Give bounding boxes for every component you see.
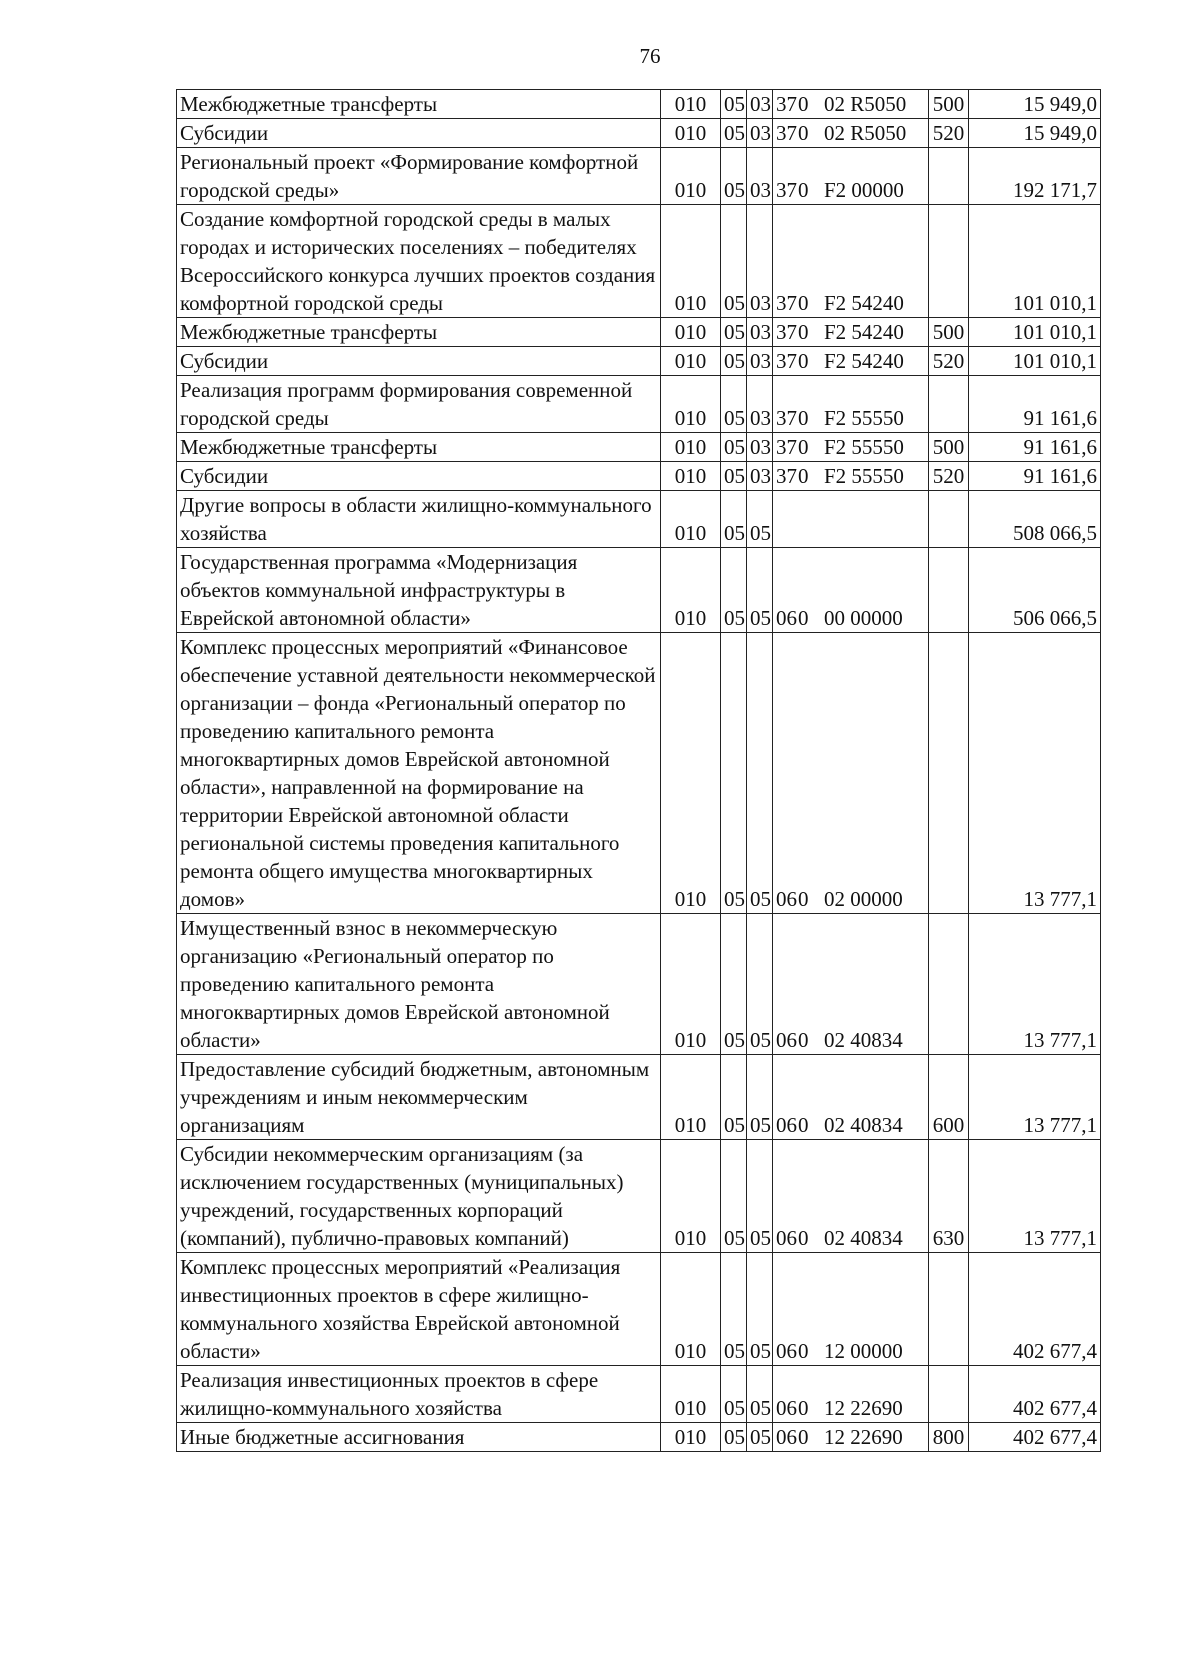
- row-grbs-cell: 010: [661, 914, 721, 1055]
- table-row: [177, 148, 1101, 205]
- row-grbs-cell: 010: [661, 1423, 721, 1452]
- csr-part-2: 0: [798, 1339, 809, 1363]
- row-vr-cell: [929, 205, 969, 318]
- table-row: [177, 491, 1101, 548]
- table-row: [177, 318, 1101, 347]
- row-vr-cell: [929, 491, 969, 548]
- row-rz-cell: 05: [721, 548, 747, 633]
- row-amount-cell: 13 777,1: [969, 1055, 1101, 1140]
- row-rz-cell: 05: [721, 1055, 747, 1140]
- csr-part-2: 0: [798, 178, 809, 202]
- row-name-cell: Реализация инвестиционных проектов в сфере жилищно-коммунального хозяйства: [177, 1366, 661, 1423]
- row-vr-cell: 500: [929, 433, 969, 462]
- table-row: [177, 1055, 1101, 1140]
- row-name-cell: Государственная программа «Модернизация объектов коммунальной инфраструктуры в Еврейской автономной области»: [177, 548, 661, 633]
- row-vr-cell: [929, 148, 969, 205]
- row-name-cell: Имущественный взнос в некоммерческую организацию «Региональный оператор по проведению капитального ремонта многоквартирных домов Еврейской автономной области»: [177, 914, 661, 1055]
- row-grbs-cell: 010: [661, 376, 721, 433]
- row-grbs-cell: 010: [661, 491, 721, 548]
- row-grbs-cell: 010: [661, 90, 721, 119]
- row-name-cell: Субсидии: [177, 347, 661, 376]
- row-vr-cell: [929, 914, 969, 1055]
- csr-part-3: F2 54240: [824, 320, 904, 344]
- row-vr-cell: 520: [929, 119, 969, 148]
- csr-part-2: 0: [798, 121, 809, 145]
- row-grbs-cell: 010: [661, 347, 721, 376]
- csr-part-2: 0: [798, 92, 809, 116]
- row-csr-cell: [773, 1055, 929, 1140]
- row-amount-cell: 15 949,0: [969, 119, 1101, 148]
- row-rz-cell: 05: [721, 914, 747, 1055]
- csr-part-1: 37: [776, 320, 797, 344]
- csr-part-1: 37: [776, 349, 797, 373]
- row-csr-cell: [773, 548, 929, 633]
- row-grbs-cell: 010: [661, 548, 721, 633]
- csr-part-2: 0: [798, 464, 809, 488]
- row-name-cell: Другие вопросы в области жилищно-коммунального хозяйства: [177, 491, 661, 548]
- csr-part-3: F2 54240: [824, 291, 904, 315]
- row-rz-cell: 05: [721, 90, 747, 119]
- table-row: [177, 205, 1101, 318]
- row-rz-cell: 05: [721, 347, 747, 376]
- row-pr-cell: 03: [747, 148, 773, 205]
- row-csr-cell: [773, 1366, 929, 1423]
- csr-part-3: F2 00000: [824, 178, 904, 202]
- row-name-cell: Субсидии: [177, 462, 661, 491]
- row-amount-cell: 91 161,6: [969, 433, 1101, 462]
- row-grbs-cell: 010: [661, 1055, 721, 1140]
- row-name-cell: Субсидии некоммерческим организациям (за исключением государственных (муниципальных) учреждений, государственных корпораций (компаний), публично-правовых компаний): [177, 1140, 661, 1253]
- row-name-cell: Комплекс процессных мероприятий «Реализация инвестиционных проектов в сфере жилищно-коммунального хозяйства Еврейской автономной области»: [177, 1253, 661, 1366]
- row-name-cell: Реализация программ формирования современной городской среды: [177, 376, 661, 433]
- csr-part-3: 02 40834: [824, 1226, 903, 1250]
- row-name-cell: Субсидии: [177, 119, 661, 148]
- page-number: 76: [639, 44, 661, 68]
- row-rz-cell: 05: [721, 1140, 747, 1253]
- row-vr-cell: [929, 548, 969, 633]
- budget-table: [176, 89, 1101, 1452]
- row-grbs-cell: 010: [661, 119, 721, 148]
- row-pr-cell: 05: [747, 914, 773, 1055]
- table-row: [177, 1140, 1101, 1253]
- csr-part-3: F2 55550: [824, 406, 904, 430]
- row-name-cell: Создание комфортной городской среды в малых городах и исторических поселениях – победителях Всероссийского конкурса лучших проектов создания комфортной городской среды: [177, 205, 661, 318]
- csr-part-1: 37: [776, 464, 797, 488]
- csr-part-2: 0: [798, 1396, 809, 1420]
- csr-part-1: 06: [776, 887, 797, 911]
- row-vr-cell: [929, 633, 969, 914]
- row-csr-cell: [773, 914, 929, 1055]
- row-pr-cell: 03: [747, 462, 773, 491]
- row-csr-cell: [773, 433, 929, 462]
- table-row: [177, 433, 1101, 462]
- csr-part-2: 0: [798, 291, 809, 315]
- csr-part-1: 06: [776, 606, 797, 630]
- csr-part-1: 06: [776, 1113, 797, 1137]
- row-csr-cell: [773, 1423, 929, 1452]
- row-csr-cell: [773, 1140, 929, 1253]
- csr-part-3: F2 55550: [824, 435, 904, 459]
- row-pr-cell: 03: [747, 433, 773, 462]
- row-csr-cell: [773, 90, 929, 119]
- row-pr-cell: 03: [747, 90, 773, 119]
- table-row: [177, 914, 1101, 1055]
- row-rz-cell: 05: [721, 462, 747, 491]
- row-pr-cell: 05: [747, 1055, 773, 1140]
- row-pr-cell: 03: [747, 205, 773, 318]
- csr-part-1: 06: [776, 1028, 797, 1052]
- row-pr-cell: 03: [747, 347, 773, 376]
- row-amount-cell: 192 171,7: [969, 148, 1101, 205]
- table-row: [177, 119, 1101, 148]
- csr-part-2: 0: [798, 320, 809, 344]
- row-pr-cell: 03: [747, 119, 773, 148]
- row-amount-cell: 13 777,1: [969, 633, 1101, 914]
- row-rz-cell: 05: [721, 1423, 747, 1452]
- row-name-cell: Межбюджетные трансферты: [177, 318, 661, 347]
- csr-part-1: 37: [776, 406, 797, 430]
- csr-part-1: 37: [776, 291, 797, 315]
- row-pr-cell: 05: [747, 1423, 773, 1452]
- csr-part-2: 0: [798, 1226, 809, 1250]
- row-csr-cell: [773, 1253, 929, 1366]
- row-grbs-cell: 010: [661, 433, 721, 462]
- row-csr-cell: [773, 318, 929, 347]
- csr-part-3: F2 54240: [824, 349, 904, 373]
- row-amount-cell: 402 677,4: [969, 1423, 1101, 1452]
- row-name-cell: Иные бюджетные ассигнования: [177, 1423, 661, 1452]
- row-rz-cell: 05: [721, 491, 747, 548]
- row-amount-cell: 101 010,1: [969, 205, 1101, 318]
- row-pr-cell: 05: [747, 491, 773, 548]
- row-csr-cell: [773, 119, 929, 148]
- row-name-cell: Межбюджетные трансферты: [177, 433, 661, 462]
- row-name-cell: Межбюджетные трансферты: [177, 90, 661, 119]
- row-amount-cell: 506 066,5: [969, 548, 1101, 633]
- row-rz-cell: 05: [721, 376, 747, 433]
- table-body: [177, 90, 1101, 1452]
- row-grbs-cell: 010: [661, 205, 721, 318]
- row-grbs-cell: 010: [661, 318, 721, 347]
- csr-part-1: 37: [776, 435, 797, 459]
- row-csr-cell: [773, 347, 929, 376]
- table-row: [177, 548, 1101, 633]
- csr-part-1: 06: [776, 1226, 797, 1250]
- row-name-cell: Региональный проект «Формирование комфортной городской среды»: [177, 148, 661, 205]
- row-csr-cell: [773, 148, 929, 205]
- csr-part-3: F2 55550: [824, 464, 904, 488]
- csr-part-1: 06: [776, 1396, 797, 1420]
- csr-part-3: 12 22690: [824, 1396, 903, 1420]
- row-csr-cell: [773, 376, 929, 433]
- row-amount-cell: 91 161,6: [969, 462, 1101, 491]
- table-row: [177, 376, 1101, 433]
- row-rz-cell: 05: [721, 633, 747, 914]
- table-row: [177, 90, 1101, 119]
- csr-part-2: 0: [798, 1113, 809, 1137]
- row-grbs-cell: 010: [661, 1140, 721, 1253]
- table-row: [177, 1366, 1101, 1423]
- row-vr-cell: [929, 1253, 969, 1366]
- row-pr-cell: 03: [747, 376, 773, 433]
- row-csr-cell: [773, 205, 929, 318]
- row-amount-cell: 15 949,0: [969, 90, 1101, 119]
- csr-part-1: 37: [776, 178, 797, 202]
- row-vr-cell: 600: [929, 1055, 969, 1140]
- row-pr-cell: 05: [747, 548, 773, 633]
- row-pr-cell: 05: [747, 1253, 773, 1366]
- row-pr-cell: 03: [747, 318, 773, 347]
- row-vr-cell: 630: [929, 1140, 969, 1253]
- csr-part-3: 02 40834: [824, 1113, 903, 1137]
- row-grbs-cell: 010: [661, 462, 721, 491]
- row-amount-cell: 91 161,6: [969, 376, 1101, 433]
- row-rz-cell: 05: [721, 148, 747, 205]
- row-amount-cell: 101 010,1: [969, 318, 1101, 347]
- csr-part-2: 0: [798, 435, 809, 459]
- row-pr-cell: 05: [747, 1366, 773, 1423]
- csr-part-2: 0: [798, 1425, 809, 1449]
- csr-part-1: 37: [776, 121, 797, 145]
- row-pr-cell: 05: [747, 633, 773, 914]
- table-row: [177, 1253, 1101, 1366]
- csr-part-2: 0: [798, 349, 809, 373]
- csr-part-1: 06: [776, 1339, 797, 1363]
- csr-part-3: 12 00000: [824, 1339, 903, 1363]
- csr-part-3: 02 00000: [824, 887, 903, 911]
- row-grbs-cell: 010: [661, 633, 721, 914]
- row-name-cell: Предоставление субсидий бюджетным, автономным учреждениям и иным некоммерческим организациям: [177, 1055, 661, 1140]
- csr-part-3: 00 00000: [824, 606, 903, 630]
- row-rz-cell: 05: [721, 1366, 747, 1423]
- row-grbs-cell: 010: [661, 148, 721, 205]
- row-amount-cell: 402 677,4: [969, 1366, 1101, 1423]
- csr-part-3: 12 22690: [824, 1425, 903, 1449]
- row-vr-cell: 520: [929, 462, 969, 491]
- row-rz-cell: 05: [721, 205, 747, 318]
- table-row: [177, 462, 1101, 491]
- row-pr-cell: 05: [747, 1140, 773, 1253]
- row-amount-cell: 101 010,1: [969, 347, 1101, 376]
- row-rz-cell: 05: [721, 1253, 747, 1366]
- row-rz-cell: 05: [721, 433, 747, 462]
- row-rz-cell: 05: [721, 318, 747, 347]
- row-name-cell: Комплекс процессных мероприятий «Финансовое обеспечение уставной деятельности некоммерческой организации – фонда «Региональный оператор по проведению капитального ремонта многоквартирных домов Еврейской автономной области», направленной на формирование на территории Еврейской автономной области региональной системы проведения капитального ремонта общего имущества многоквартирных домов»: [177, 633, 661, 914]
- row-rz-cell: 05: [721, 119, 747, 148]
- row-vr-cell: [929, 376, 969, 433]
- row-grbs-cell: 010: [661, 1253, 721, 1366]
- table-row: [177, 347, 1101, 376]
- row-csr-cell: [773, 491, 929, 548]
- csr-part-2: 0: [798, 606, 809, 630]
- table-row: [177, 1423, 1101, 1452]
- row-vr-cell: [929, 1366, 969, 1423]
- row-amount-cell: 13 777,1: [969, 1140, 1101, 1253]
- row-csr-cell: [773, 633, 929, 914]
- row-vr-cell: 800: [929, 1423, 969, 1452]
- csr-part-1: 37: [776, 92, 797, 116]
- row-amount-cell: 13 777,1: [969, 914, 1101, 1055]
- csr-part-1: 06: [776, 1425, 797, 1449]
- csr-part-3: 02 R5050: [824, 121, 907, 145]
- csr-part-3: 02 R5050: [824, 92, 907, 116]
- row-amount-cell: 402 677,4: [969, 1253, 1101, 1366]
- row-vr-cell: 500: [929, 90, 969, 119]
- csr-part-2: 0: [798, 1028, 809, 1052]
- row-vr-cell: 520: [929, 347, 969, 376]
- csr-part-3: 02 40834: [824, 1028, 903, 1052]
- table-row: [177, 633, 1101, 914]
- csr-part-2: 0: [798, 406, 809, 430]
- row-vr-cell: 500: [929, 318, 969, 347]
- row-grbs-cell: 010: [661, 1366, 721, 1423]
- csr-part-2: 0: [798, 887, 809, 911]
- row-csr-cell: [773, 462, 929, 491]
- row-amount-cell: 508 066,5: [969, 491, 1101, 548]
